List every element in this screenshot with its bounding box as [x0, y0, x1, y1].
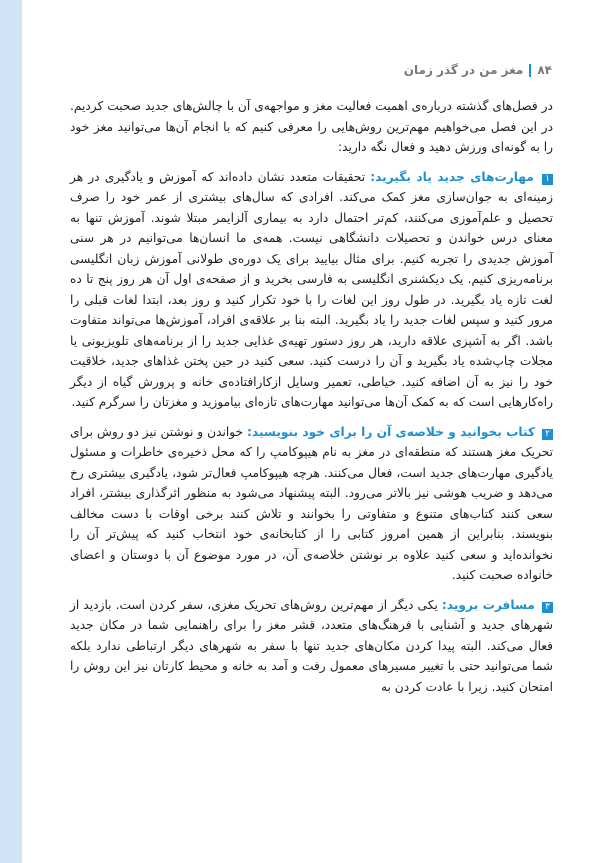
section-body: یکی دیگر از مهم‌ترین روش‌های تحریک مغزی، سفر کردن است. بازدید از شهرهای جدید و آشنایی با فرهنگ‌های متعدد، قشر مغز را برای راهنمایی شما در مکان جدید فعال می‌کند. البته پیدا کردن مکان‌های جدید تنها با سفر به شهرهای دیگر ارتباطی ندارد بلکه شما می‌توانید حتی با تغییر مسیرهای معمول رفت و آمد به خانه و محیط کارتان نیز این روش را امتحان کنید. زیرا با عادت کردن به	[70, 597, 553, 694]
section-title: مهارت‌های جدید یاد بگیرید:	[370, 169, 534, 184]
section-body: خواندن و نوشتن نیز دو روش برای تحریک مغز هستند که منطقه‌ای در مغز به نام هیپوکامپ را که محل ذخیره‌ی خاطرات و مسئول یادگیری مهارت‌های جدید است، فعال می‌کنند. هرچه هیپوکامپ فعال‌تر شود، یادگیری بیشتری رخ می‌دهد و ضریب هوشی نیز بالاتر می‌رود. البته پیشنهاد می‌شود به منظور اثرگذاری بیشتر، افراد سعی کنند کتاب‌های متنوع و متفاوتی را بخوانند و تلاش کنند برخی اوقات با دست مخالف بنویسند. بنابراین از همین امروز کتابی را از کتابخانه‌ی خود انتخاب کنید که پیش‌تر آن را نخوانده‌اید و سعی کنید علاوه بر نوشتن خلاصه‌ی آن، در مورد موضوع آن با دوستان و اعضای خانواده صحبت کنید.	[70, 424, 553, 582]
section-title: مسافرت بروید:	[441, 597, 535, 612]
page-number: ۸۴	[537, 63, 552, 77]
header-divider	[529, 64, 531, 77]
section-number-badge: ۳	[542, 602, 553, 613]
section-title: کتاب بخوانید و خلاصه‌ی آن را برای خود بنویسید:	[247, 424, 536, 439]
section-body: تحقیقات متعدد نشان داده‌اند که آموزش و یادگیری در هر زمینه‌ای به جوان‌سازی مغز کمک می‌کند. افرادی که سال‌های بیشتری از عمر خود را صرف تحصیل و علم‌آموزی می‌کنند، کم‌تر احتمال دارد به بیماری آلزایمر مبتلا شوند. آموزش تنها به معنای درس خواندن و تحصیلات دانشگاهی نیست. همه‌ی ما انسان‌ها می‌توانیم در هر سنی آموزش جدیدی را تجربه کنیم. برای مثال بیایید برای یک دوره‌ی طولانی آموزش زبان انگلیسی برنامه‌ریزی کنیم. یک دیکشنری انگلیسی به فارسی بخرید و از صفحه‌ی اول آن هر روز پنج تا ده لغت تازه یاد بگیرید. در طول روز این لغات را با خود تکرار کنید و روز بعد، ابتدا لغات قبلی را مرور کنید و سپس لغات جدید را یاد بگیرید. البته بنا بر علاقه‌ی افراد، آموزش‌ها می‌تواند متفاوت باشد. اگر به آشپزی علاقه دارید، هر روز دستور تهیه‌ی غذایی جدید را از برنامه‌های تلویزیونی یا مجلات چاپ‌شده یاد بگیرید و آن را درست کنید. سعی کنید در حین پختن غذاهای جدید، خلاقیت خود را نیز به آن اضافه کنید. خیاطی، تعمیر وسایل ازکارافتاده‌ی خانه و پرورش گیاه از دیگر راه‌کارهایی است که به کمک آن‌ها می‌توانید مهارت‌های تازه‌ای بیاموزید و مغزتان را سرگرم کنید.	[70, 169, 553, 409]
book-title: مغز من در گذر زمان	[403, 63, 524, 77]
intro-paragraph: در فصل‌های گذشته درباره‌ی اهمیت فعالیت مغز و مواجهه‌ی آن با چالش‌های جدید صحبت کردیم. در این فصل می‌خواهیم مهم‌ترین روش‌هایی را معرفی کنیم که با انجام آن‌ها می‌توانید مغز خود را به گونه‌ای ورزش دهید و فعال نگه دارید:	[70, 99, 553, 154]
section-number-badge: ۱	[542, 174, 553, 185]
page-edge-band	[0, 0, 22, 863]
section-number-badge: ۲	[542, 429, 553, 440]
page-content	[70, 96, 553, 706]
section-3	[70, 595, 553, 698]
section-1	[70, 167, 553, 413]
page-header	[404, 63, 552, 77]
section-2	[70, 422, 553, 586]
